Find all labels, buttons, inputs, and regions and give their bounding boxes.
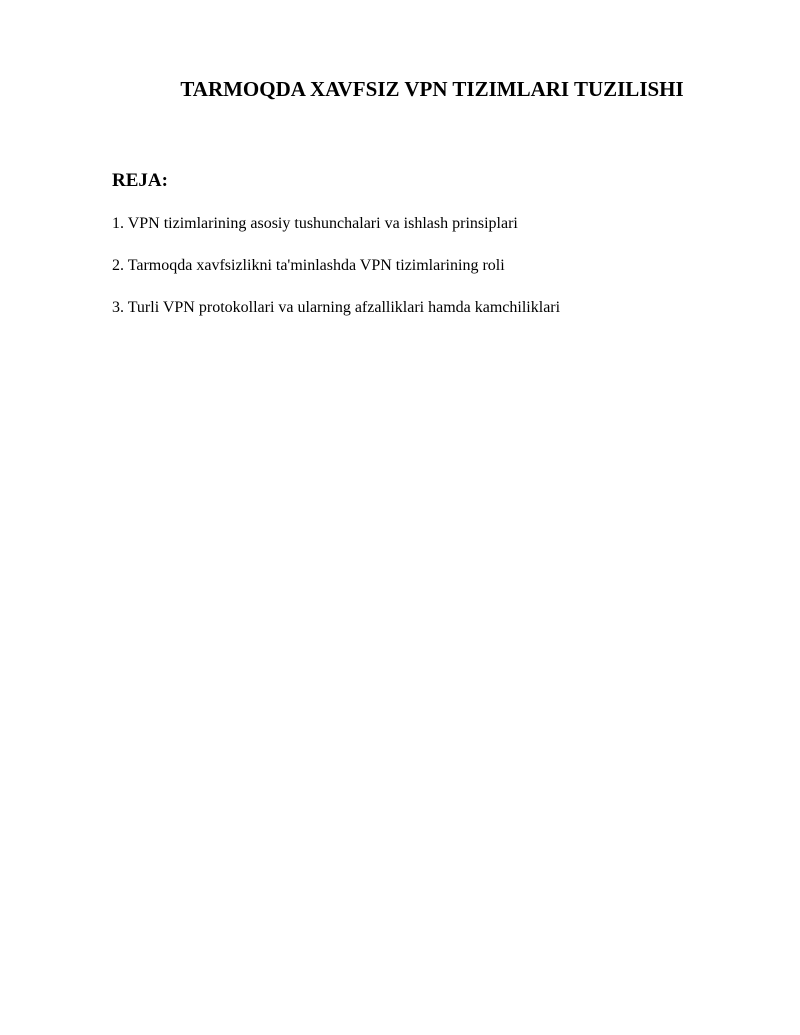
plan-heading: REJA: xyxy=(112,170,168,191)
plan-list xyxy=(112,212,560,338)
plan-item: 3. Turli VPN protokollari va ularning afzalliklari hamda kamchiliklari xyxy=(112,299,561,316)
plan-item: 1. VPN tizimlarining asosiy tushunchalari va ishlash prinsiplari xyxy=(112,215,518,232)
document-title: TARMOQDA XAVFSIZ VPN TIZIMLARI TUZILISHI xyxy=(180,77,684,101)
plan-item: 2. Tarmoqda xavfsizlikni ta'minlashda VPN tizimlarining roli xyxy=(112,257,505,274)
